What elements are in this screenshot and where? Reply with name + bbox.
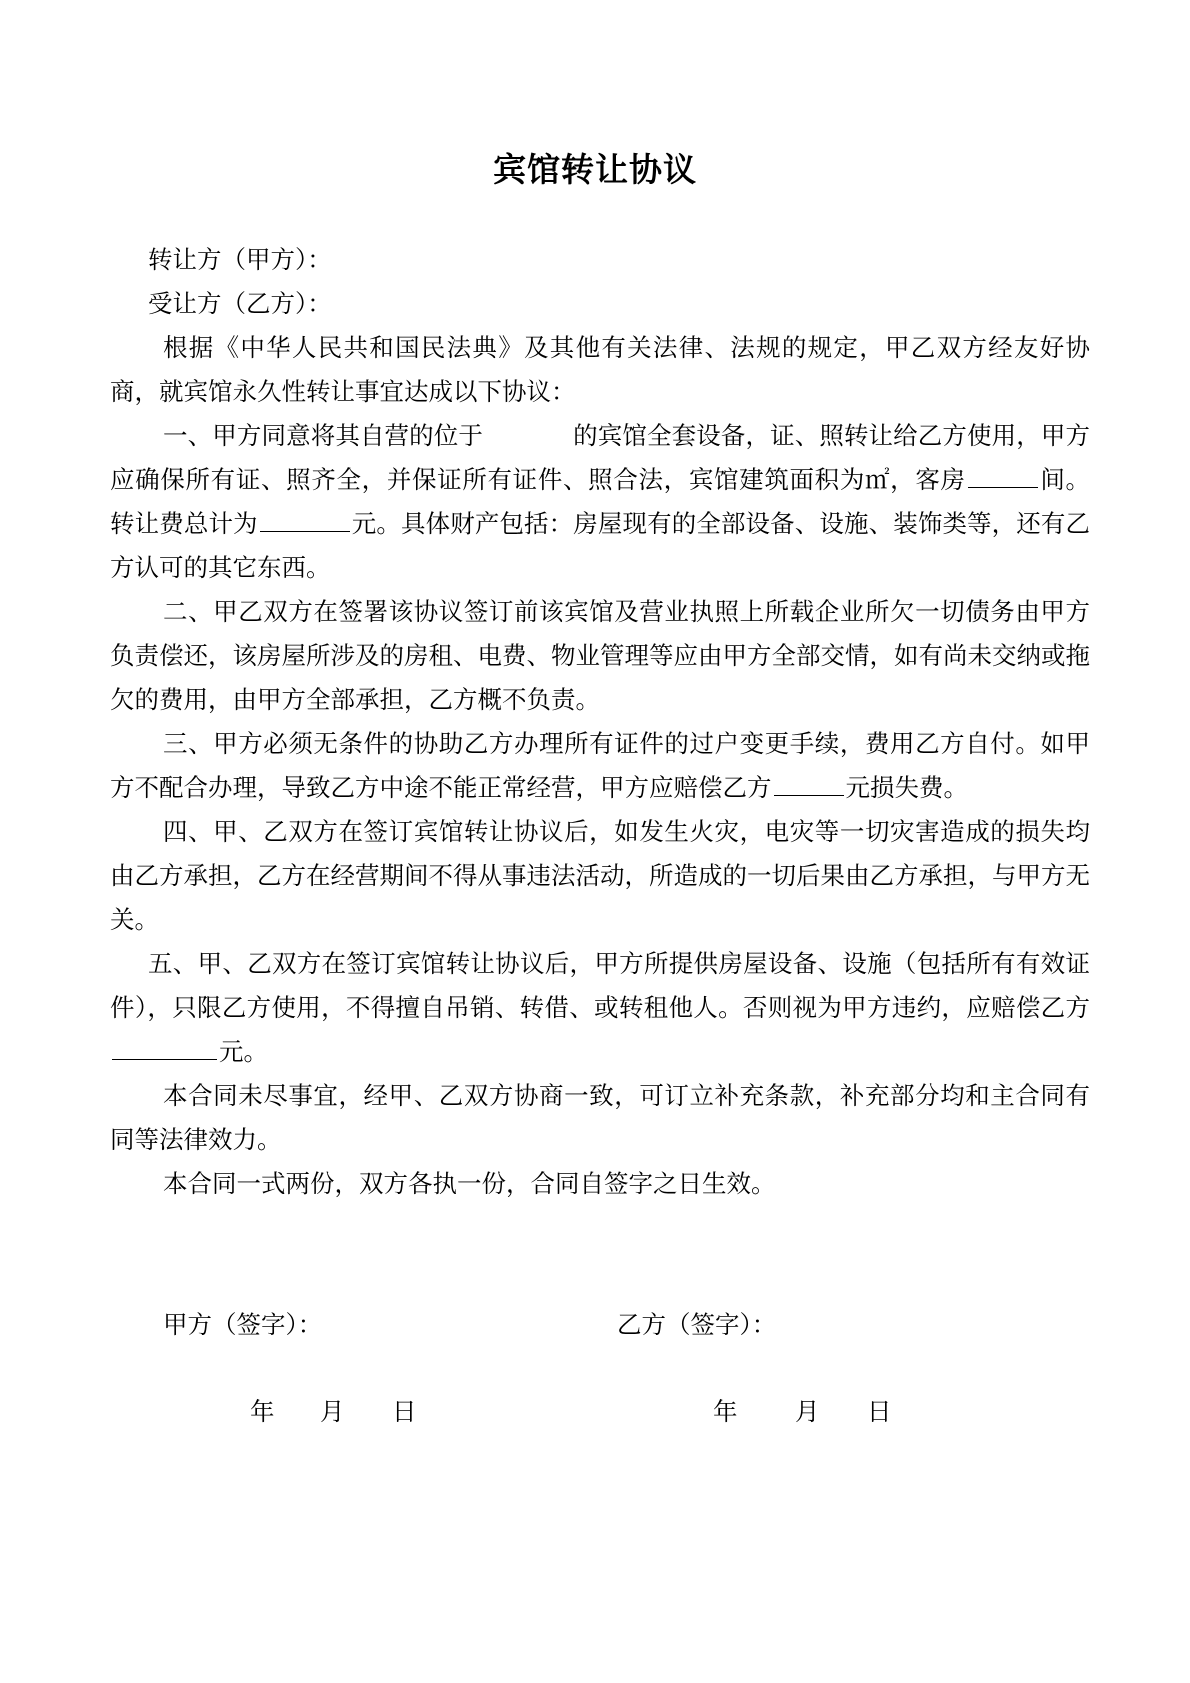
clause-5-part-a: 五、甲、乙双方在签订宾馆转让协议后，甲方所提供房屋设备、设施（包括所有有效证件），只限乙方使用，不得擅自吊销、转借、或转租他人。否则视为甲方违约，应赔偿乙方 (110, 949, 1090, 1022)
compensation-blank (774, 769, 844, 796)
clause-3-part-b: 元损失费。 (845, 773, 968, 802)
supplement-paragraph: 本合同未尽事宜，经甲、乙双方协商一致，可订立补充条款，补充部分均和主合同有同等法律效力。 (110, 1081, 1090, 1154)
transfer-fee-blank (260, 505, 350, 532)
copies-paragraph: 本合同一式两份，双方各执一份，合同自签字之日生效。 (163, 1169, 776, 1198)
party-a-day: 日 (392, 1397, 417, 1426)
clause-5 (110, 942, 1090, 1074)
party-a-month: 月 (320, 1397, 345, 1426)
party-b-year: 年 (713, 1397, 738, 1426)
preamble-paragraph: 根据《中华人民共和国民法典》及其他有关法律、法规的规定，甲乙双方经友好协商，就宾馆永久性转让事宜达成以下协议： (110, 333, 1090, 406)
clause-1-part-c: 间。转让费总计为 (110, 465, 1091, 538)
contract-body (110, 238, 1090, 1206)
breach-compensation-blank (112, 1033, 217, 1060)
clause-4: 四、甲、乙双方在签订宾馆转让协议后，如发生火灾，电灾等一切灾害造成的损失均由乙方承担，乙方在经营期间不得从事违法活动，所造成的一切后果由乙方承担，与甲方无关。 (110, 817, 1090, 934)
clause-1-part-a: 一、甲方同意将其自营的位于 (163, 421, 484, 450)
clause-1-part-d: 元。具体财产包括：房屋现有的全部设备、设施、装饰类等，还有乙方认可的其它东西。 (110, 509, 1091, 582)
clause-1 (110, 414, 1090, 590)
party-b-day: 日 (867, 1397, 892, 1426)
clause-3-part-a: 三、甲方必须无条件的协助乙方办理所有证件的过户变更手续，费用乙方自付。如甲方不配合办理，导致乙方中途不能正常经营，甲方应赔偿乙方 (110, 729, 1090, 802)
party-b-month: 月 (795, 1397, 820, 1426)
party-a-signature-label: 甲方（签字）： (163, 1310, 323, 1339)
transferor-line: 转让方（甲方）： (148, 245, 332, 274)
party-b-signature-label: 乙方（签字）： (617, 1310, 777, 1339)
clause-1-part-b: 的宾馆全套设备，证、照转让给乙方使用，甲方应确保所有证、照齐全，并保证所有证件、照合法，宾馆建筑面积为㎡，客房 (110, 421, 1090, 494)
document-title: 宾馆转让协议 (493, 150, 697, 189)
room-count-blank (968, 461, 1038, 488)
clause-2: 二、甲乙双方在签署该协议签订前该宾馆及营业执照上所载企业所欠一切债务由甲方负责偿还，该房屋所涉及的房租、电费、物业管理等应由甲方全部交情，如有尚未交纳或拖欠的费用，由甲方全部承担，乙方概不负责。 (110, 597, 1090, 714)
party-a-year: 年 (250, 1397, 275, 1426)
clause-3 (110, 722, 1090, 810)
transferee-line: 受让方（乙方）： (148, 289, 332, 318)
clause-5-part-b: 元。 (219, 1037, 268, 1066)
